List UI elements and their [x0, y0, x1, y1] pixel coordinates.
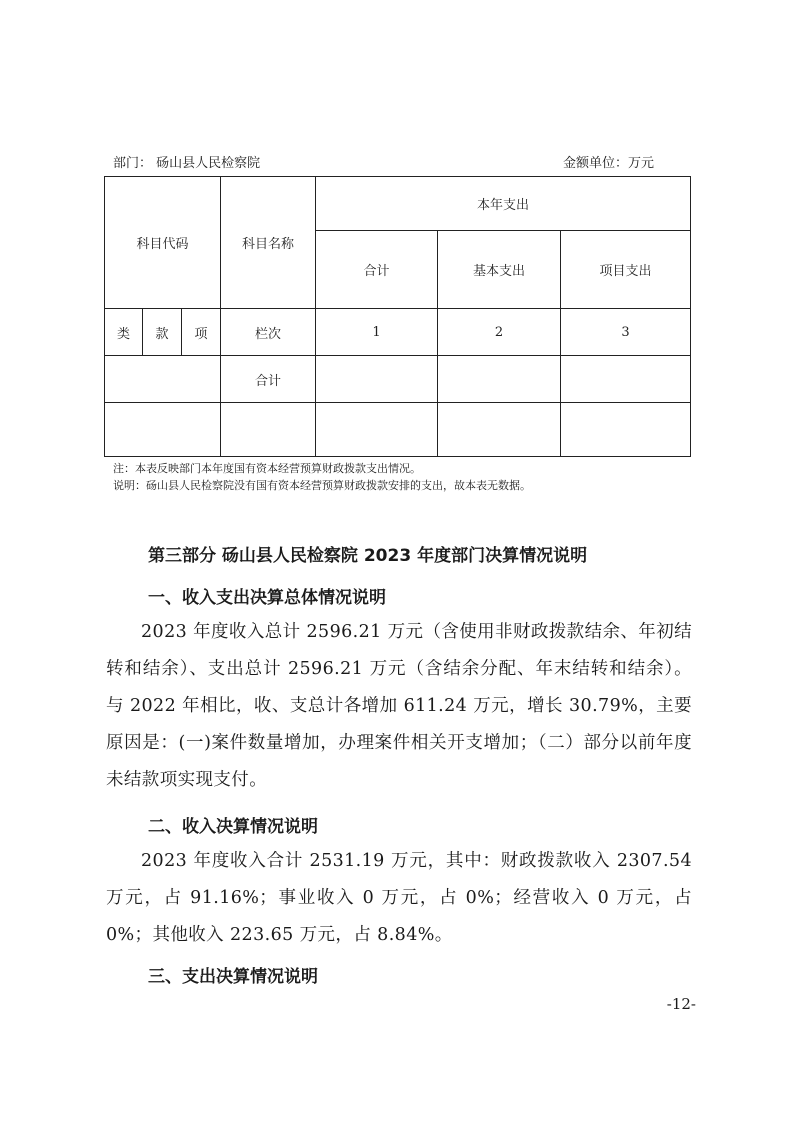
table-cell	[105, 403, 221, 457]
subject-name-header: 科目名称	[221, 177, 316, 309]
table-cell	[561, 356, 691, 403]
xiang-header: 项	[182, 309, 221, 356]
table-cell	[316, 356, 438, 403]
amount-unit-label: 金额单位：万元	[562, 156, 654, 171]
table-cell	[438, 356, 561, 403]
table-notes	[113, 460, 531, 494]
part-title: 第三部分 砀山县人民检察院 2023 年度部门决算情况说明	[148, 546, 588, 566]
column-number-1: 1	[316, 309, 438, 356]
expenditure-table	[104, 176, 691, 457]
department-label: 部门： 砀山县人民检察院	[113, 156, 261, 171]
section-2-body: 2023 年度收入合计 2531.19 万元，其中：财政拨款收入 2307.54 万元，占 91.16%；事业收入 0 万元，占 0%；经营收入 0 万元，占 0%；其他收入 223.65 万元，占 8.84%。	[106, 851, 692, 945]
table-note: 注：本表反映部门本年度国有资本经营预算财政拨款支出情况。	[113, 462, 421, 475]
section-1-body: 2023 年度收入总计 2596.21 万元（含使用非财政拨款结余、年初结转和结余）、支出总计 2596.21 万元（含结余分配、年末结转和结余）。与 2022 年相比，收、支总计各增加 611.24 万元，增长 30.79%，主要原因是：(一)案件数量增加，办理案件相关开支增加；（二）部分以前年度未结款项实现支付。	[106, 622, 692, 790]
table-cell	[105, 356, 221, 403]
table-cell	[561, 403, 691, 457]
total-header: 合计	[316, 231, 438, 309]
lei-header: 类	[105, 309, 143, 356]
table-explanation: 说明：砀山县人民检察院没有国有资本经营预算财政拨款安排的支出，故本表无数据。	[113, 479, 531, 492]
subject-code-header: 科目代码	[105, 177, 221, 309]
table-cell	[316, 403, 438, 457]
column-index-label: 栏次	[221, 309, 316, 356]
kuan-header: 款	[143, 309, 182, 356]
basic-expenditure-header: 基本支出	[438, 231, 561, 309]
current-year-expenditure-header: 本年支出	[316, 177, 691, 231]
table-cell	[221, 403, 316, 457]
table-cell	[438, 403, 561, 457]
section-1-title: 一、收入支出决算总体情况说明	[148, 588, 386, 608]
page-number: -12-	[666, 995, 696, 1013]
column-number-2: 2	[438, 309, 561, 356]
section-2-title: 二、收入决算情况说明	[148, 817, 318, 837]
column-number-3: 3	[561, 309, 691, 356]
sum-row-label: 合计	[221, 356, 316, 403]
section-3-title: 三、支出决算情况说明	[148, 967, 318, 987]
project-expenditure-header: 项目支出	[561, 231, 691, 309]
